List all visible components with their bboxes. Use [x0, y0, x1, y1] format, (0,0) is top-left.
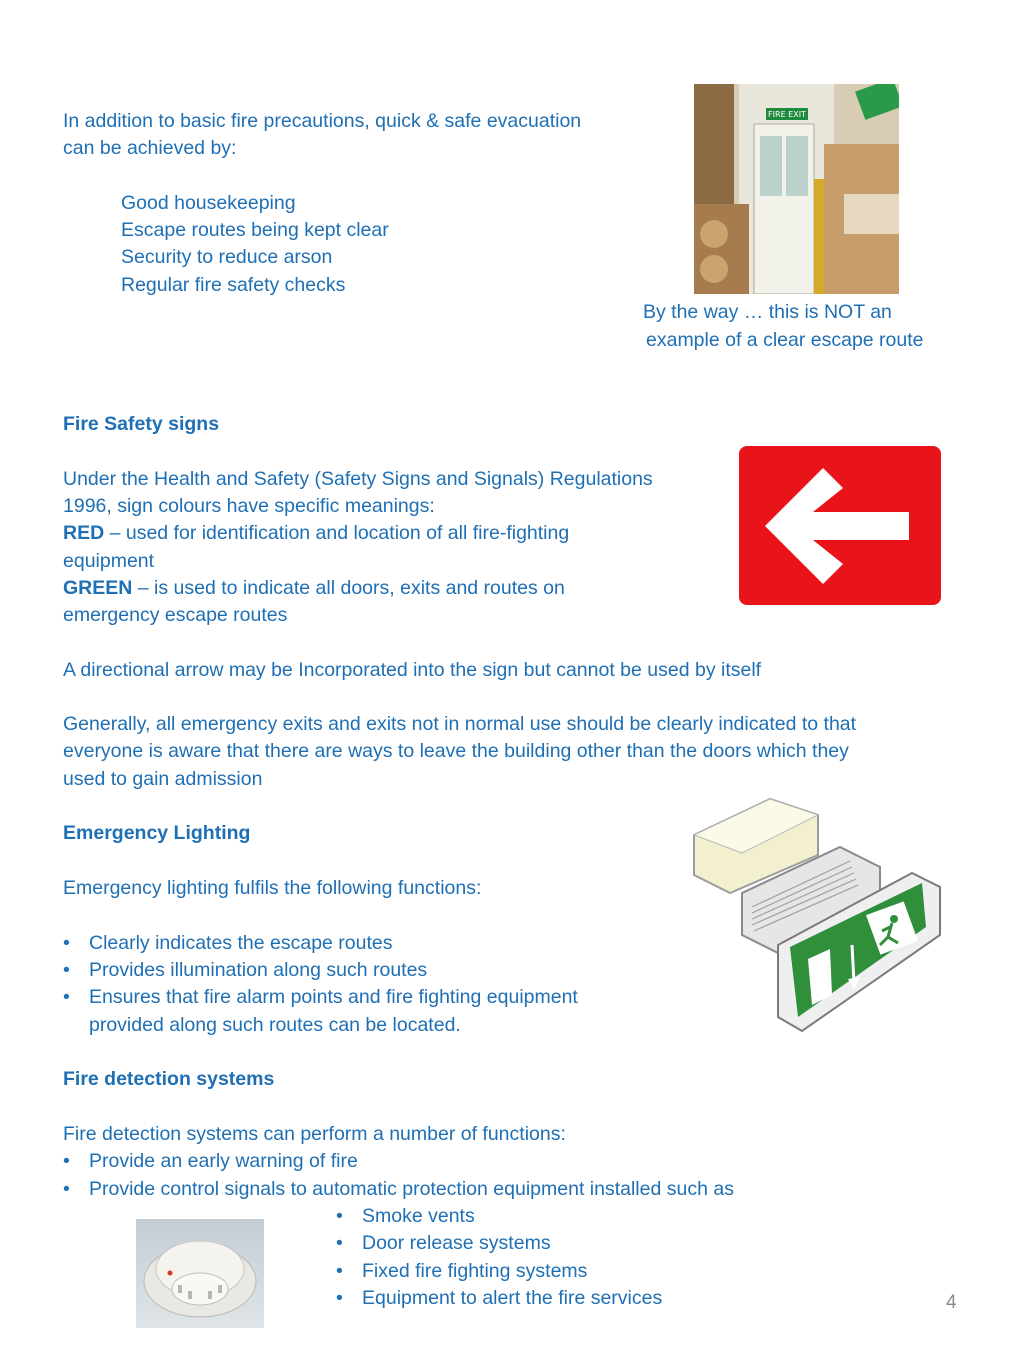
intro-item-security: Security to reduce arson: [121, 246, 333, 268]
signs-red-line-2: equipment: [63, 550, 155, 572]
detection-bullet-1: • Provide an early warning of fire: [89, 1148, 358, 1175]
lighting-bullet-2: • Provides illumination along such routes: [89, 957, 427, 984]
signs-regulations-line-1: Under the Health and Safety (Safety Signs and Signals) Regulations: [63, 468, 653, 490]
fire-detection-heading: Fire detection systems: [63, 1068, 275, 1090]
signs-regulations-line-2: 1996, sign colours have specific meanings:: [63, 495, 435, 517]
smoke-detector-photo: [136, 1219, 264, 1328]
fire-safety-signs-heading: Fire Safety signs: [63, 413, 220, 435]
detection-sub-door-release: • Door release systems: [362, 1230, 551, 1257]
intro-item-housekeeping: Good housekeeping: [121, 192, 296, 214]
lighting-bullet-1: • Clearly indicates the escape routes: [89, 930, 393, 957]
lighting-bullet-3: • Ensures that fire alarm points and fire fighting equipment: [89, 984, 578, 1011]
detection-sub-alert-fire-services: • Equipment to alert the fire services: [362, 1285, 662, 1312]
page-number: 4: [946, 1292, 957, 1313]
lighting-bullet-3-cont: provided along such routes can be located.: [89, 1014, 461, 1036]
intro-item-checks: Regular fire safety checks: [121, 274, 346, 296]
photo-caption-line-2: example of a clear escape route: [646, 329, 924, 351]
detection-bullet-2: • Provide control signals to automatic protection equipment installed such as: [89, 1176, 734, 1203]
general-exits-line-3: used to gain admission: [63, 768, 263, 790]
signs-red-line-1: [63, 520, 569, 547]
intro-line-1: In addition to basic fire precautions, quick & safe evacuation: [63, 110, 582, 132]
cluttered-escape-route-photo: [694, 84, 899, 294]
emergency-light-fixtures-image: [690, 795, 945, 1040]
intro-line-2: can be achieved by:: [63, 137, 237, 159]
fire-exit-sign-text: FIRE EXIT: [768, 110, 806, 119]
green-text: – is used to indicate all doors, exits and routes on: [132, 577, 565, 599]
signs-green-line-1: [63, 575, 565, 602]
signs-green-line-2: emergency escape routes: [63, 604, 288, 626]
general-exits-line-1: Generally, all emergency exits and exits not in normal use should be clearly indicated to that: [63, 713, 857, 735]
intro-item-escape-routes: Escape routes being kept clear: [121, 219, 389, 241]
detection-sub-fixed-fire-fighting: • Fixed fire fighting systems: [362, 1258, 587, 1285]
red-text: – used for identification and location of all fire-fighting: [104, 522, 570, 544]
emergency-lighting-heading: Emergency Lighting: [63, 822, 251, 844]
detection-sub-smoke-vents: • Smoke vents: [362, 1203, 475, 1230]
red-label: RED: [63, 522, 105, 544]
general-exits-line-2: everyone is aware that there are ways to leave the building other than the doors which they: [63, 740, 849, 762]
lighting-intro: Emergency lighting fulfils the following functions:: [63, 877, 482, 899]
arrow-note: A directional arrow may be Incorporated into the sign but cannot be used by itself: [63, 659, 762, 681]
red-arrow-sign: [739, 446, 941, 605]
detection-intro: Fire detection systems can perform a number of functions:: [63, 1123, 566, 1145]
photo-caption-line-1: By the way … this is NOT an: [643, 301, 892, 323]
green-label: GREEN: [63, 577, 133, 599]
